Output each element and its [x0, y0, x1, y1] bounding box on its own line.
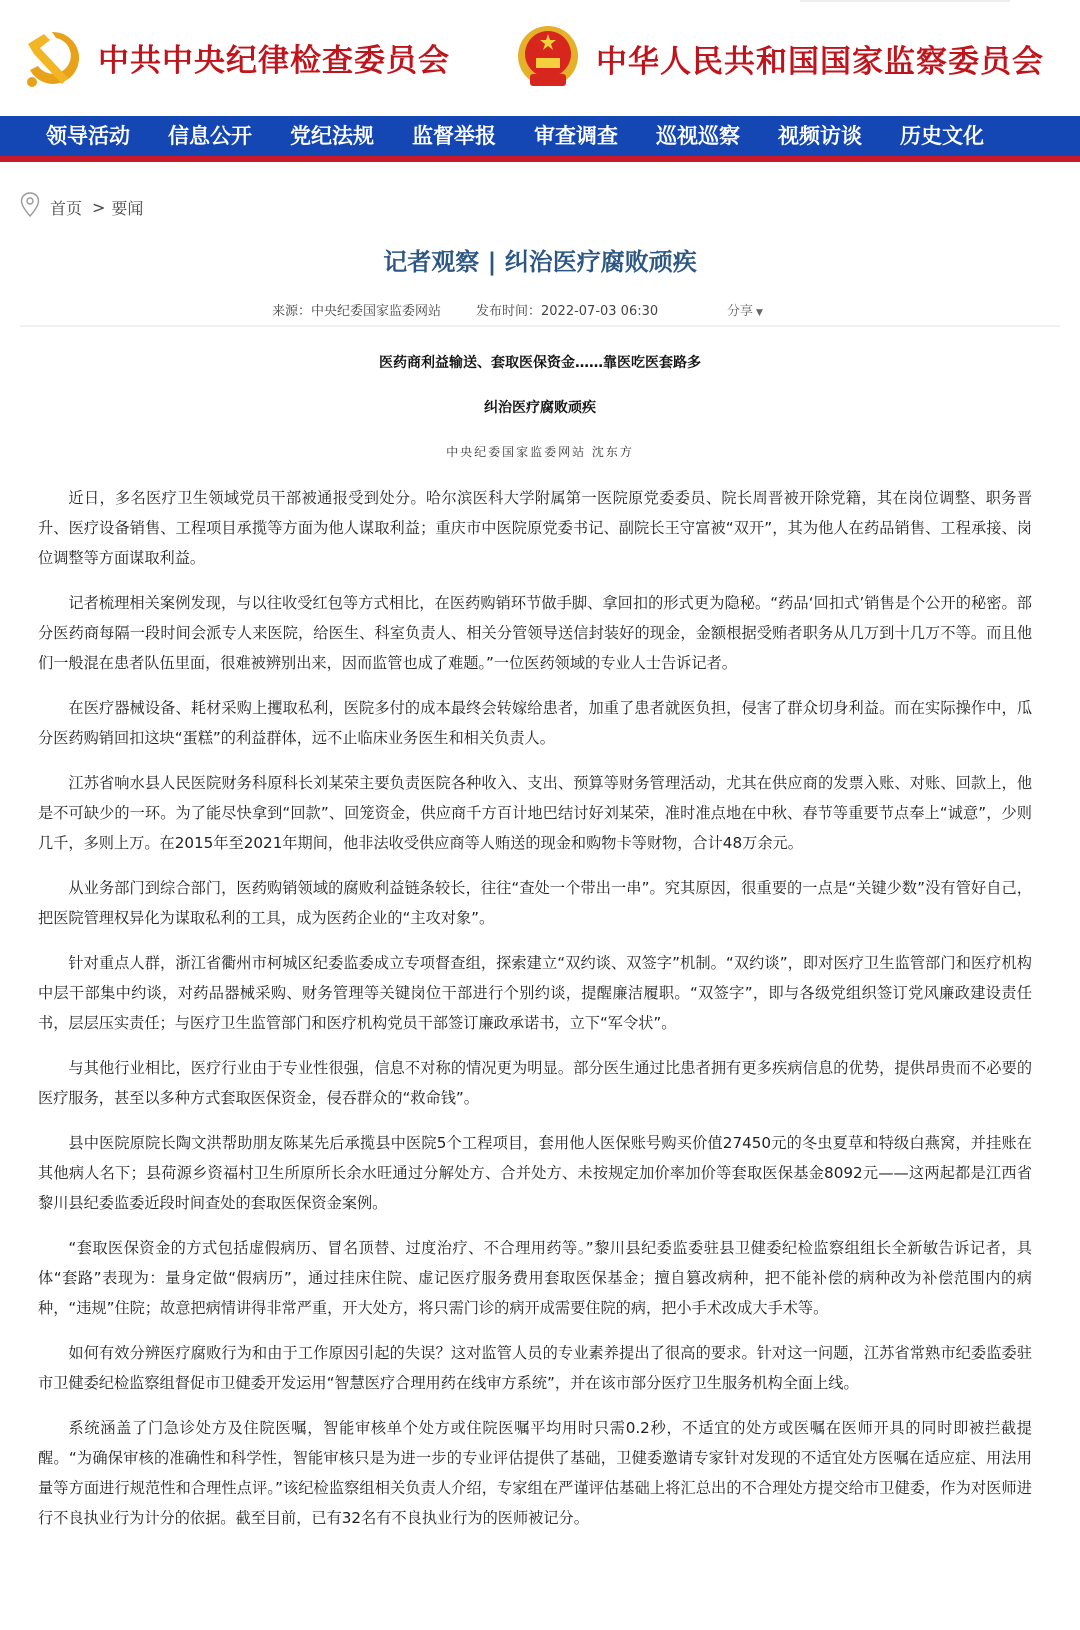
- breadcrumb-current[interactable]: 要闻: [111, 198, 144, 218]
- hammer-sickle-icon: [22, 26, 82, 88]
- nav-report[interactable]: 监督举报: [412, 123, 496, 148]
- nsc-logo[interactable]: [516, 24, 1044, 92]
- article-body: [38, 483, 1032, 1548]
- location-pin-icon: [20, 192, 40, 222]
- article-publish-time: 发布时间：2022-07-03 06:30: [476, 304, 659, 319]
- paragraph: 从业务部门到综合部门，医药购销领域的腐败利益链条较长，往往“查处一个带出一串”。究其原因，很重要的一点是“关键少数”没有管好自己，把医院管理权异化为谋取私利的工具，成为医药企业的“主攻对象”。: [38, 879, 1032, 927]
- nav-leadership[interactable]: 领导活动: [46, 123, 130, 148]
- paragraph: 县中医院原院长陶文洪帮助朋友陈某先后承揽县中医院5个工程项目，套用他人医保账号购买价值27450元的冬虫夏草和特级白燕窝，并挂账在其他病人名下；县荷源乡资福村卫生所原所长余水旺通过分解处方、合并处方、未按规定加价率加价等套取医保基金8092元——这两起都是江西省黎川县纪委监委近段时间查处的套取医保资金案例。: [38, 1134, 1032, 1212]
- article-subtitle-1: 医药商利益输送、套取医保资金……靠医吃医套路多: [379, 355, 701, 371]
- nsc-name: 中华人民共和国国家监察委员会: [596, 43, 1044, 80]
- site-header: [0, 0, 1080, 116]
- paragraph: “套取医保资金的方式包括虚假病历、冒名顶替、过度治疗、不合理用药等。”黎川县纪委监委驻县卫健委纪检监察组组长全新敏告诉记者，具体“套路”表现为：量身定做“假病历”，通过挂床住院、虚记医疗服务费用套取医保基金；擅自篡改病种，把不能补偿的病种改为补偿范围内的病种，“违规”住院；故意把病情讲得非常严重，开大处方，将只需门诊的病开成需要住院的病，把小手术改成大手术等。: [38, 1239, 1032, 1317]
- breadcrumb: [20, 192, 149, 222]
- nav-history[interactable]: 历史文化: [900, 123, 984, 148]
- paragraph: 江苏省响水县人民医院财务科原科长刘某荣主要负责医院各种收入、支出、预算等财务管理活动，尤其在供应商的发票入账、对账、回款上，他是不可缺少的一环。为了能尽快拿到“回款”、回笼资金，供应商千方百计地巴结讨好刘某荣，准时准点地在中秋、春节等重要节点奉上“诚意”，少则几千，多则上万。在2015年至2021年期间，他非法收受供应商等人贿送的现金和购物卡等财物，合计48万余元。: [38, 774, 1032, 852]
- caret-down-icon: ▼: [756, 308, 763, 318]
- paragraph: 系统涵盖了门急诊处方及住院医嘱，智能审核单个处方或住院医嘱平均用时只需0.2秒，不适宜的处方或医嘱在医师开具的同时即被拦截提醒。“为确保审核的准确性和科学性，智能审核只是为进一步的专业评估提供了基础，卫健委邀请专家针对发现的不适宜处方医嘱在适应症、用法用量等方面进行规范性和合理性点评。”该纪检监察组相关负责人介绍，专家组在严谨评估基础上将汇总出的不合理处方提交给市卫健委，作为对医师进行不良执业行为计分的依据。截至目前，已有32名有不良执业行为的医师被记分。: [38, 1419, 1032, 1527]
- share-label: 分享: [727, 304, 754, 319]
- article-subtitle-2: 纠治医疗腐败顽疾: [484, 400, 596, 416]
- paragraph: 针对重点人群，浙江省衢州市柯城区纪委监委成立专项督查组，探索建立“双约谈、双签字”机制。“双约谈”，即对医疗卫生监管部门和医疗机构中层干部集中约谈，对药品器械采购、财务管理等关键岗位干部进行个别约谈，提醒廉洁履职。“双签字”，即与各级党组织签订党风廉政建设责任书，层层压实责任；与医疗卫生监管部门和医疗机构党员干部签订廉政承诺书，立下“军令状”。: [38, 954, 1032, 1032]
- breadcrumb-home[interactable]: 首页: [50, 198, 83, 218]
- paragraph: 与其他行业相比，医疗行业由于专业性很强，信息不对称的情况更为明显。部分医生通过比患者拥有更多疾病信息的优势，提供昂贵而不必要的医疗服务，甚至以多种方式套取医保资金，侵吞群众的“救命钱”。: [38, 1059, 1032, 1107]
- national-emblem-icon: [516, 24, 580, 92]
- ccdi-logo[interactable]: [22, 26, 450, 88]
- main-nav: [0, 116, 1080, 162]
- paragraph: 在医疗器械设备、耗材采购上攫取私利，医院多付的成本最终会转嫁给患者，加重了患者就医负担，侵害了群众切身利益。而在实际操作中，瓜分医药购销回扣这块“蛋糕”的利益群体，远不止临床业务医生和相关负责人。: [38, 699, 1032, 747]
- nav-inspection[interactable]: 巡视巡察: [656, 123, 740, 148]
- ccdi-name: 中共中央纪律检查委员会: [98, 42, 450, 79]
- nav-investigation[interactable]: 审查调查: [534, 123, 618, 148]
- article-source: 来源：中央纪委国家监委网站: [272, 304, 442, 319]
- meta-divider: [20, 325, 1060, 327]
- share-button[interactable]: [727, 300, 763, 319]
- article-title: 记者观察 | 纠治医疗腐败顽疾: [383, 248, 697, 276]
- breadcrumb-separator: >: [92, 197, 106, 217]
- nav-info-disclosure[interactable]: 信息公开: [168, 123, 252, 148]
- paragraph: 近日，多名医疗卫生领域党员干部被通报受到处分。哈尔滨医科大学附属第一医院原党委委员、院长周晋被开除党籍，其在岗位调整、职务晋升、医疗设备销售、工程项目承揽等方面为他人谋取利益；重庆市中医院原党委书记、副院长王守富被“双开”，其为他人在药品销售、工程承接、岗位调整等方面谋取利益。: [38, 489, 1032, 567]
- paragraph: 如何有效分辨医疗腐败行为和由于工作原因引起的失误？这对监管人员的专业素养提出了很高的要求。针对这一问题，江苏省常熟市纪委监委驻市卫健委纪检监察组督促市卫健委开发运用“智慧医疗合理用药在线审方系统”，并在该市部分医疗卫生服务机构全面上线。: [38, 1344, 1032, 1392]
- article-byline: 中央纪委国家监委网站 沈东方: [446, 445, 634, 459]
- nav-regulations[interactable]: 党纪法规: [290, 123, 374, 148]
- nav-video[interactable]: 视频访谈: [778, 123, 862, 148]
- paragraph: 记者梳理相关案例发现，与以往收受红包等方式相比，在医药购销环节做手脚、拿回扣的形式更为隐秘。“药品‘回扣式’销售是个公开的秘密。部分医药商每隔一段时间会派专人来医院，给医生、科室负责人、相关分管领导送信封装好的现金，金额根据受贿者职务从几万到十几万不等。而且他们一般混在患者队伍里面，很难被辨别出来，因而监管也成了难题。”一位医药领域的专业人士告诉记者。: [38, 594, 1032, 672]
